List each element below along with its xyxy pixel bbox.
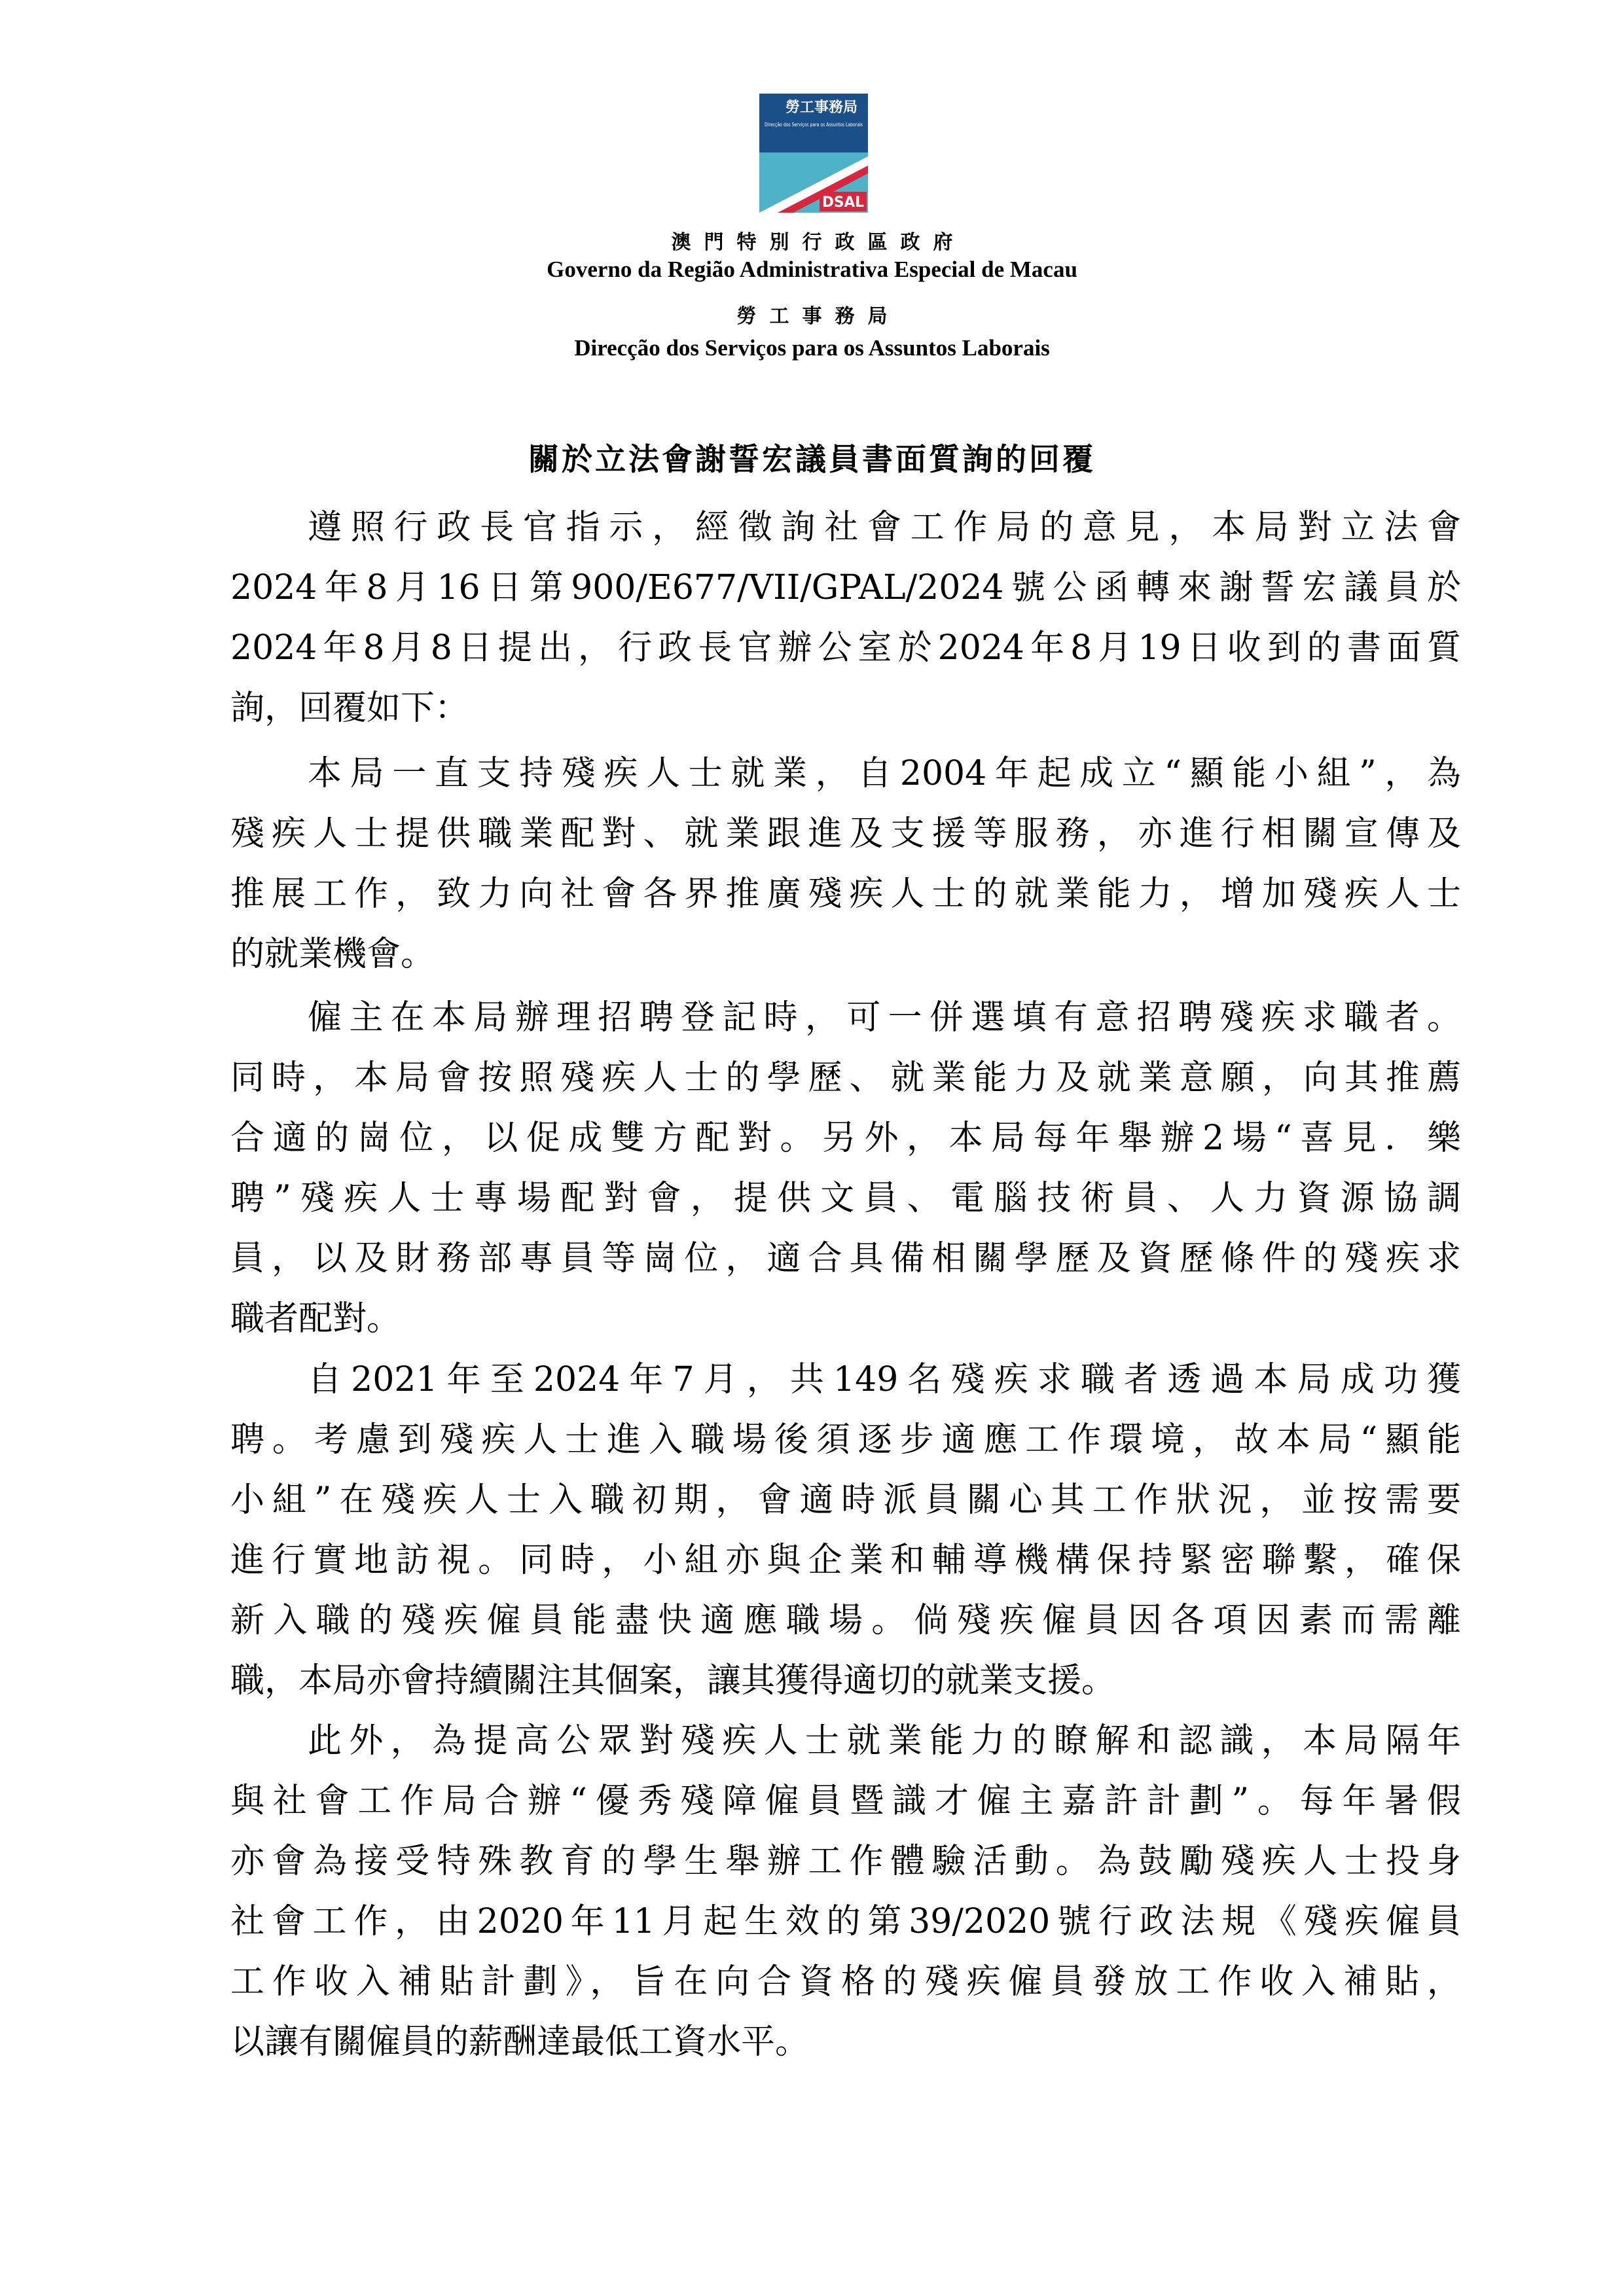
- paragraph-line: 社會工作，由2020年11月起生效的第39/2020號行政法規《殘疾僱員: [230, 1902, 1461, 1941]
- paragraph-line: 小組”在殘疾人士入職初期，會適時派員關心其工作狀況，並按需要: [230, 1480, 1461, 1520]
- paragraph-line: 與社會工作局合辦“優秀殘障僱員暨識才僱主嘉許計劃”。每年暑假: [230, 1782, 1461, 1821]
- paragraph-line: 聘”殘疾人士專場配對會，提供文員、電腦技術員、人力資源協調: [230, 1179, 1461, 1218]
- paragraph-line: 進行實地訪視。同時，小組亦與企業和輔導機構保持緊密聯繫，確保: [230, 1541, 1461, 1580]
- paragraph: [230, 1350, 1461, 1711]
- department-name-chinese: 勞工事務局: [736, 305, 901, 328]
- paragraph-line: 僱主在本局辦理招聘登記時，可一併選填有意招聘殘疾求職者。: [308, 998, 1461, 1037]
- paragraph-line: 的就業機會。: [230, 935, 435, 974]
- paragraph-line: 職，本局亦會持續關注其個案，讓其獲得適切的就業支援。: [230, 1661, 1116, 1700]
- paragraph: [230, 988, 1461, 1349]
- paragraph-line: 亦會為接受特殊教育的學生舉辦工作體驗活動。為鼓勵殘疾人士投身: [230, 1842, 1461, 1881]
- paragraph-line: 此外，為提高公眾對殘疾人士就業能力的瞭解和認識，本局隔年: [308, 1721, 1461, 1761]
- paragraph-line: 殘疾人士提供職業配對、就業跟進及支援等服務，亦進行相關宣傳及: [230, 814, 1461, 853]
- paragraph-line: 自2021年至2024年7月，共149名殘疾求職者透過本局成功獲: [308, 1360, 1461, 1399]
- logo-acronym: DSAL: [822, 194, 864, 211]
- paragraph-line: 工作收入補貼計劃》，旨在向合資格的殘疾僱員發放工作收入補貼，: [230, 1962, 1461, 2001]
- dsal-logo: [759, 94, 868, 213]
- paragraph: [230, 744, 1461, 984]
- paragraph-line: 推展工作，致力向社會各界推廣殘疾人士的就業能力，增加殘疾人士: [230, 874, 1461, 914]
- paragraph-line: 2024年8月8日提出，行政長官辦公室於2024年8月19日收到的書面質: [230, 628, 1461, 668]
- department-name-portuguese: Direcção dos Serviços para os Assuntos Laborais: [574, 335, 1050, 361]
- government-name-chinese: 澳門特別行政區政府: [671, 231, 966, 254]
- paragraph-line: 聘。考慮到殘疾人士進入職場後須逐步適應工作環境，故本局“顯能: [230, 1420, 1461, 1460]
- paragraph: [230, 497, 1461, 738]
- paragraph-line: 合適的崗位，以促成雙方配對。另外，本局每年舉辦2場“喜見．樂: [230, 1119, 1461, 1158]
- paragraph-line: 本局一直支持殘疾人士就業，自2004年起成立“顯能小組”，為: [308, 754, 1461, 793]
- paragraph-line: 職者配對。: [230, 1299, 401, 1338]
- logo-name-pt: Direcção dos Serviços para os Assuntos Laborais: [765, 122, 863, 128]
- paragraph-line: 2024年8月16日第900/E677/VII/GPAL/2024號公函轉來謝誓宏議員於: [230, 568, 1461, 607]
- paragraph-line: 以讓有關僱員的薪酬達最低工資水平。: [230, 2022, 810, 2062]
- paragraph-line: 詢，回覆如下：: [230, 689, 469, 728]
- logo-name-zh: 勞工事務局: [785, 99, 858, 116]
- government-name-portuguese: Governo da Região Administrativa Especial de Macau: [547, 257, 1077, 282]
- paragraph: [230, 1711, 1461, 2072]
- paragraph-line: 同時，本局會按照殘疾人士的學歷、就業能力及就業意願，向其推薦: [230, 1058, 1461, 1098]
- paragraph-line: 員，以及財務部專員等崗位，適合具備相關學歷及資歷條件的殘疾求: [230, 1239, 1461, 1278]
- document-title: 關於立法會謝誓宏議員書面質詢的回覆: [528, 442, 1096, 478]
- paragraph-line: 新入職的殘疾僱員能盡快適應職場。倘殘疾僱員因各項因素而需離: [230, 1601, 1461, 1640]
- paragraph-line: 遵照行政長官指示，經徵詢社會工作局的意見，本局對立法會: [308, 508, 1461, 547]
